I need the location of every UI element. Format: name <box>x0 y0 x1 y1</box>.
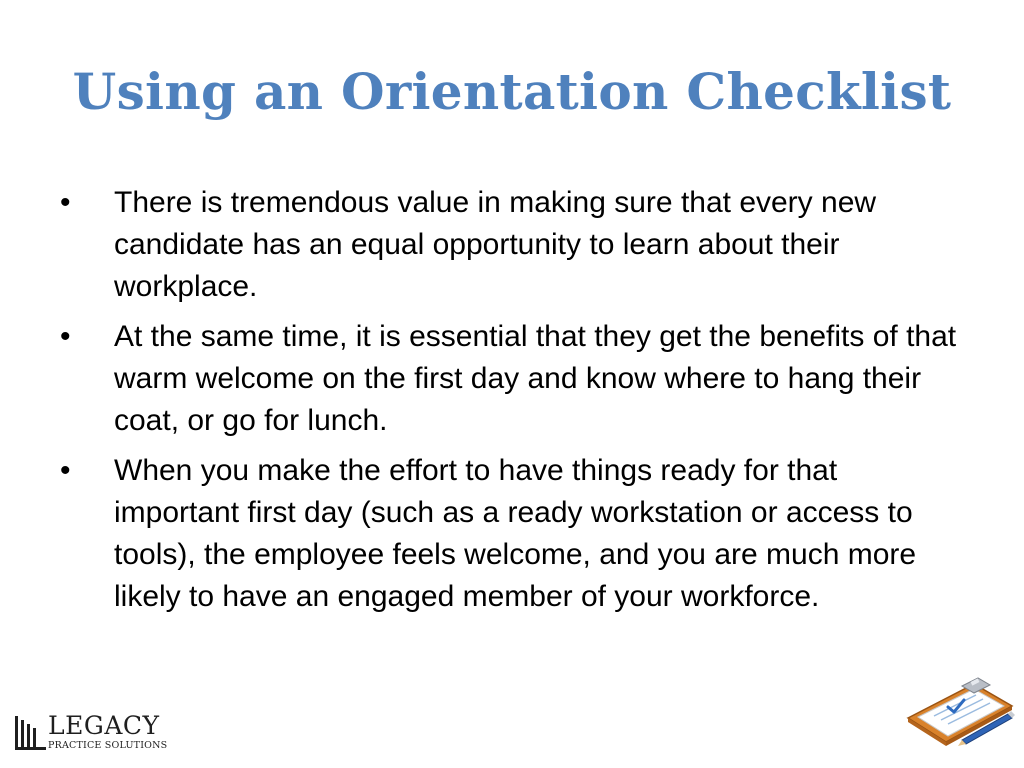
bullet-text: There is tremendous value in making sure that every new candidate has an equal opportunity to learn about their workplace. <box>114 186 877 303</box>
bullet-text: At the same time, it is essential that they get the benefits of that warm welcome on the first day and know where to hang their coat, or go for lunch. <box>114 320 957 437</box>
clipboard-checklist-icon <box>904 676 1016 748</box>
bullet-marker: • <box>60 186 71 219</box>
bullet-item <box>58 316 968 442</box>
bullet-item <box>58 450 968 618</box>
slide-title: Using an Orientation Checklist <box>72 62 952 121</box>
bullet-marker: • <box>60 320 71 353</box>
legacy-logo <box>14 712 174 754</box>
bullet-list <box>58 182 968 626</box>
bullet-text: When you make the effort to have things ready for that important first day (such as a ready workstation or access to tools), the employee feels welcome, and you are much more likely to have an engaged member of your workforce. <box>114 454 917 613</box>
logo-subtitle: PRACTICE SOLUTIONS <box>48 740 168 751</box>
bullet-marker: • <box>60 454 71 487</box>
logo-name: LEGACY <box>48 711 160 740</box>
bullet-item <box>58 182 968 308</box>
logo-bars-icon <box>14 714 48 754</box>
